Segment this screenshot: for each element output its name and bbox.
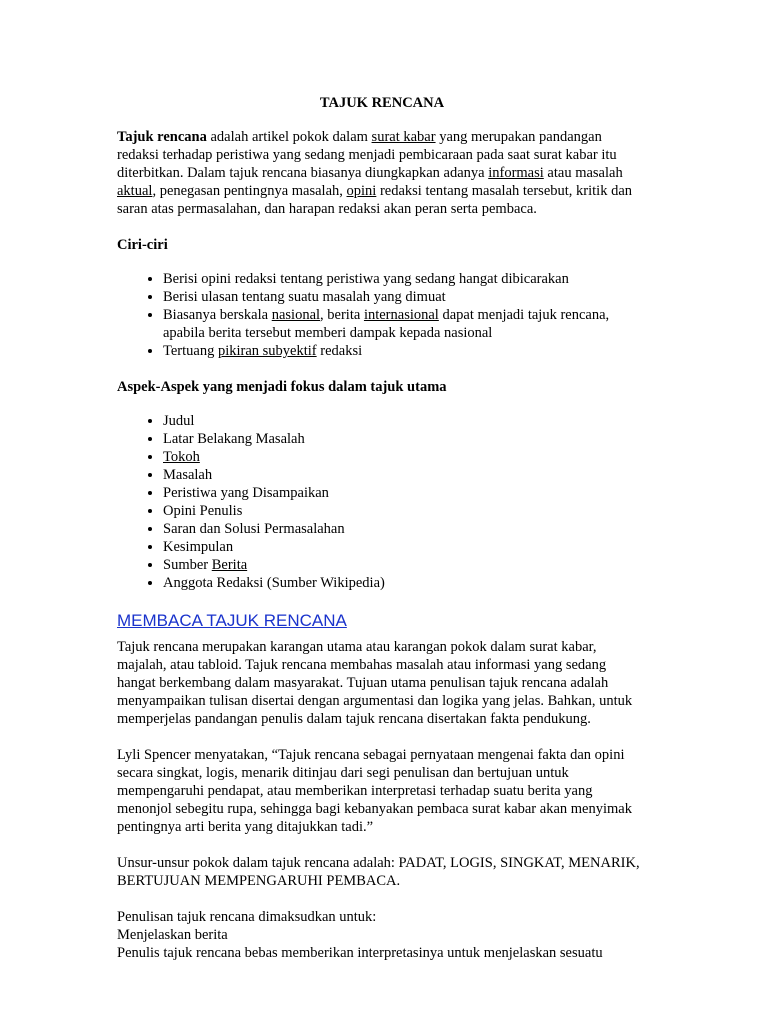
- membaca-paragraph-1: Tajuk rencana merupakan karangan utama atau karangan pokok dalam surat kabar, majalah, atau tabloid. Tajuk rencana membahas masalah atau informasi yang sedang hangat berkembang dalam masyarakat. Tujuan utama penulisan tajuk rencana adalah menyampaikan tulisan disertai dengan argumentasi dan logika yang jelas. Bahkan, untuk memperjelas pandangan penulis dalam tajuk rencana disertakan fakta pendukung.: [117, 639, 633, 727]
- intro-text-5: redaksi tentang masalah tersebut, kritik dan saran atas permasalahan, dan harapan redaksi akan peran serta pembaca.: [117, 183, 633, 217]
- ciri-item3-text-1: Biasanya berskala: [163, 307, 272, 323]
- list-item: • Masalah: [163, 466, 647, 484]
- link-informasi[interactable]: informasi: [488, 165, 544, 181]
- link-internasional[interactable]: internasional: [363, 307, 439, 323]
- list-item: • Opini Penulis: [163, 502, 647, 520]
- list-item: • Judul: [163, 412, 647, 430]
- list-item: • Saran dan Solusi Permasalahan: [163, 520, 647, 538]
- ciri-item3-text-3: dapat menjadi tajuk rencana, apabila berita tersebut memberi dampak kepada nasional: [163, 307, 610, 341]
- intro-text-4: , penegasan pentingnya masalah,: [152, 183, 347, 199]
- membaca-paragraph-4: Penulisan tajuk rencana dimaksudkan untuk:: [117, 909, 377, 925]
- sumber-prefix: Sumber: [163, 557, 212, 573]
- membaca-paragraph-6: Penulis tajuk rencana bebas memberikan interpretasinya untuk menjelaskan sesuatu: [117, 945, 603, 961]
- list-item: [163, 556, 647, 574]
- ciri-item4-text-1: Tertuang: [163, 343, 218, 359]
- aspek-list: [117, 412, 647, 592]
- intro-bold-term: Tajuk rencana: [117, 129, 207, 145]
- link-aktual[interactable]: aktual: [117, 183, 153, 199]
- link-opini[interactable]: opini: [346, 183, 377, 199]
- list-item: • Peristiwa yang Disampaikan: [163, 484, 647, 502]
- list-item: • Berisi opini redaksi tentang peristiwa yang sedang hangat dibicarakan: [163, 270, 647, 288]
- ciri-item3-text-2: , berita: [320, 307, 364, 323]
- list-item: • Kesimpulan: [163, 538, 647, 556]
- document-content: [117, 94, 647, 962]
- list-item: • Latar Belakang Masalah: [163, 430, 647, 448]
- link-berita[interactable]: Berita: [211, 557, 248, 573]
- list-item: [163, 306, 647, 342]
- intro-text-2: yang merupakan pandangan redaksi terhadap peristiwa yang sedang menjadi pembicaraan pada saat surat kabar itu diterbitkan. Dalam tajuk rencana biasanya diungkapkan adanya: [117, 129, 617, 181]
- intro-paragraph: [117, 128, 647, 218]
- link-surat-kabar[interactable]: surat kabar: [371, 129, 436, 145]
- list-item: • Anggota Redaksi (Sumber Wikipedia): [163, 574, 647, 592]
- ciri-list: [117, 270, 647, 360]
- list-item: [163, 448, 647, 466]
- intro-text-3: atau masalah: [543, 165, 623, 181]
- ciri-heading: Ciri-ciri: [117, 237, 168, 253]
- aspek-heading: Aspek-Aspek yang menjadi fokus dalam tajuk utama: [117, 379, 447, 395]
- membaca-paragraph-3: Unsur-unsur pokok dalam tajuk rencana adalah: PADAT, LOGIS, SINGKAT, MENARIK, BERTUJUAN MEMPENGARUHI PEMBACA.: [117, 855, 640, 889]
- membaca-paragraph-2: Lyli Spencer menyatakan, “Tajuk rencana sebagai pernyataan mengenai fakta dan opini secara singkat, logis, menarik ditinjau dari segi penulisan dan bertujuan untuk mempengaruhi pendapat, atau memberikan interpretasi terhadap suatu berita yang menonjol sebegitu rupa, sehingga bagi kebanyakan pembaca surat kabar akan menyimak pentingnya arti berita yang ditajukkan tadi.”: [117, 747, 632, 835]
- link-nasional[interactable]: nasional: [271, 307, 321, 323]
- list-item: [163, 342, 647, 360]
- membaca-paragraph-5: Menjelaskan berita: [117, 927, 228, 943]
- membaca-heading-link[interactable]: MEMBACA TAJUK RENCANA: [117, 611, 347, 630]
- intro-text-1: adalah artikel pokok dalam: [206, 129, 372, 145]
- list-item: • Berisi ulasan tentang suatu masalah yang dimuat: [163, 288, 647, 306]
- ciri-item4-text-2: redaksi: [316, 343, 363, 359]
- link-pikiran-subyektif[interactable]: pikiran subyektif: [217, 343, 317, 359]
- document-title: TAJUK RENCANA: [319, 95, 445, 111]
- link-tokoh[interactable]: Tokoh: [163, 449, 200, 465]
